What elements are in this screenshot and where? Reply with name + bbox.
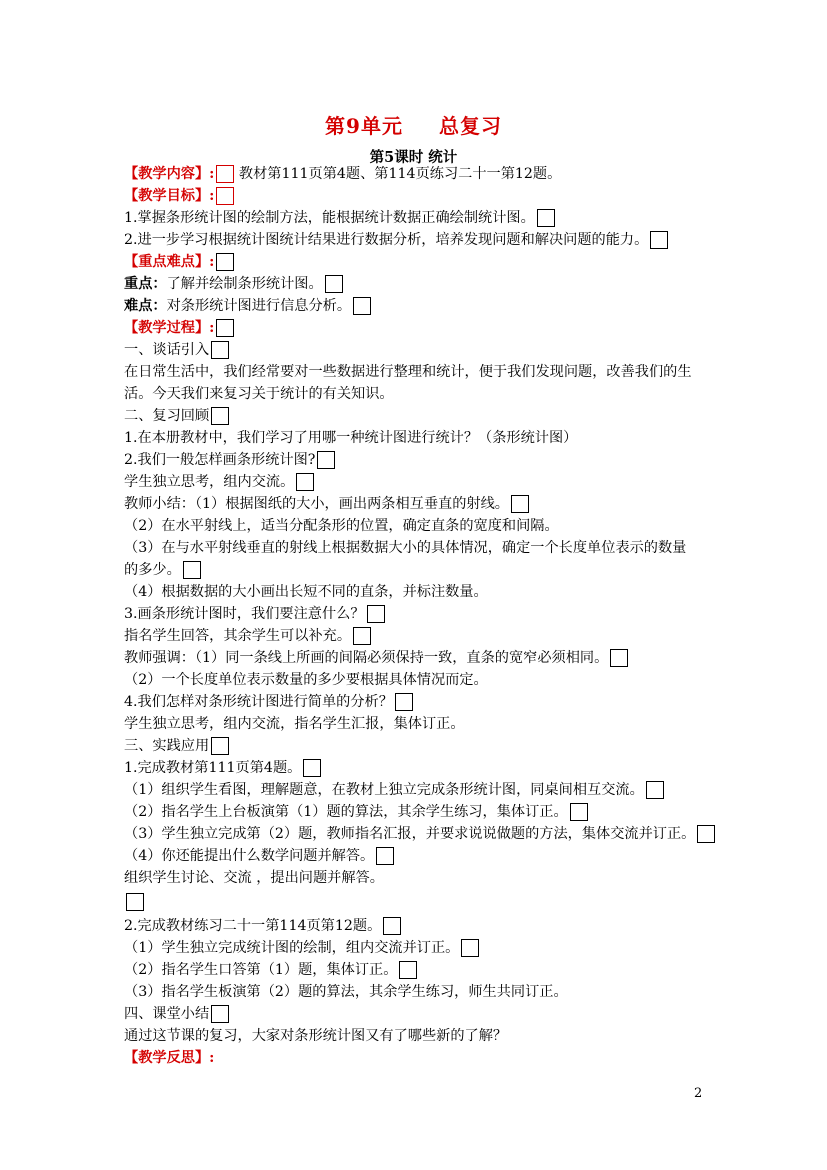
line-text: （3）指名学生板演第（2）题的算法，其余学生练习，师生共同订正。 — [124, 984, 568, 1000]
text-line — [124, 779, 714, 801]
line-text: 3.画条形统计图时，我们要注意什么？ — [124, 606, 365, 622]
checkbox-square-icon — [296, 473, 314, 491]
checkbox-square-icon — [325, 275, 343, 293]
line-text: （2）在水平射线上，适当分配条形的位置，确定直条的宽度和间隔。 — [124, 518, 559, 534]
line-text: 三、实践应用 — [124, 738, 210, 754]
line-text: 指名学生回答，其余学生可以补充。 — [124, 628, 352, 644]
line-text: 在日常生活中，我们经常要对一些数据进行整理和统计，便于我们发现问题，改善我们的生 — [124, 364, 692, 380]
text-line — [124, 229, 714, 251]
bold-label: 重点： — [124, 276, 167, 292]
unit-title — [0, 110, 827, 139]
line-text: 组织学生讨论、交流 ，提出问题并解答。 — [124, 870, 384, 886]
page-number: 2 — [694, 1086, 703, 1101]
text-line — [124, 915, 714, 937]
checkbox-square-icon — [216, 319, 234, 337]
checkbox-square-icon — [511, 495, 529, 513]
checkbox-square-icon — [383, 917, 401, 935]
checkbox-square-icon — [211, 737, 229, 755]
lesson-title: 第5课时 统计 — [369, 149, 458, 166]
text-line — [124, 691, 714, 713]
text-line — [124, 889, 714, 915]
text-line — [124, 581, 714, 603]
text-line — [124, 867, 714, 889]
checkbox-square-icon — [376, 847, 394, 865]
checkbox-square-icon — [126, 893, 144, 911]
line-text: 学生独立思考，组内交流。 — [124, 474, 295, 490]
line-text: （3）学生独立完成第（2）题，教师指名汇报，并要求说说做题的方法，集体交流并订正。 — [124, 826, 696, 842]
text-line — [124, 405, 714, 427]
text-line — [124, 823, 714, 845]
checkbox-square-icon — [570, 803, 588, 821]
line-text: 的多少。 — [124, 562, 181, 578]
line-text: 2.进一步学习根据统计图统计结果进行数据分析，培养发现问题和解决问题的能力。 — [124, 232, 649, 248]
section-heading: 【教学内容】: — [124, 166, 215, 182]
text-line — [124, 625, 714, 647]
checkbox-square-icon — [211, 341, 229, 359]
line-text: 一、谈话引入 — [124, 342, 210, 358]
section-heading: 【重点难点】: — [124, 254, 215, 270]
line-text: 四、课堂小结 — [124, 1006, 210, 1022]
text-line — [124, 1003, 714, 1025]
line-text: 学生独立思考，组内交流，指名学生汇报，集体订正。 — [124, 716, 465, 732]
section-heading: 【教学反思】: — [124, 1050, 215, 1066]
checkbox-square-icon — [216, 187, 234, 205]
line-text: 4.我们怎样对条形统计图进行简单的分析？ — [124, 694, 393, 710]
checkbox-square-icon — [183, 561, 201, 579]
text-line — [124, 559, 714, 581]
checkbox-square-icon — [610, 649, 628, 667]
checkbox-square-icon — [646, 781, 664, 799]
checkbox-square-icon — [216, 253, 234, 271]
text-line — [124, 493, 714, 515]
checkbox-square-icon — [317, 451, 335, 469]
text-line — [124, 1047, 714, 1069]
checkbox-square-icon — [353, 297, 371, 315]
line-text: 活。今天我们来复习关于统计的有关知识。 — [124, 386, 394, 402]
line-text: 教材第111页第4题、第114页练习二十一第12题。 — [234, 166, 562, 182]
checkbox-square-icon — [399, 961, 417, 979]
text-line — [124, 537, 714, 559]
text-line — [124, 669, 714, 691]
line-text: （4）根据数据的大小画出长短不同的直条，并标注数量。 — [124, 584, 488, 600]
line-text: （2）一个长度单位表示数量的多少要根据具体情况而定。 — [124, 672, 488, 688]
line-text: 二、复习回顾 — [124, 408, 210, 424]
text-line — [124, 339, 714, 361]
text-line — [124, 471, 714, 493]
line-text: （4）你还能提出什么数学问题并解答。 — [124, 848, 375, 864]
line-text: （2）指名学生上台板演第（1）题的算法，其余学生练习，集体订正。 — [124, 804, 568, 820]
lesson-body — [124, 163, 714, 1069]
line-text: 1.完成教材第111页第4题。 — [124, 760, 302, 776]
text-line — [124, 383, 714, 405]
line-text: （2）指名学生口答第（1）题，集体订正。 — [124, 962, 398, 978]
line-text: 了解并绘制条形统计图。 — [166, 276, 323, 292]
text-line — [124, 801, 714, 823]
checkbox-square-icon — [461, 939, 479, 957]
section-heading: 【教学过程】: — [124, 320, 215, 336]
line-text: 教师强调：（1）同一条线上所画的间隔必须保持一致，直条的宽窄必须相同。 — [124, 650, 609, 666]
text-line — [124, 251, 714, 273]
checkbox-square-icon — [697, 825, 715, 843]
line-text: （1）学生独立完成统计图的绘制，组内交流并订正。 — [124, 940, 460, 956]
unit-number: 第9单元 — [325, 114, 403, 138]
section-heading: 【教学目标】: — [124, 188, 215, 204]
unit-topic: 总复习 — [438, 114, 502, 138]
text-line — [124, 207, 714, 229]
line-text: 对条形统计图进行信息分析。 — [166, 298, 352, 314]
text-line — [124, 273, 714, 295]
text-line — [124, 937, 714, 959]
text-line — [124, 1025, 714, 1047]
line-text: 1.在本册教材中，我们学习了用哪一种统计图进行统计？（条形统计图） — [124, 430, 578, 446]
checkbox-square-icon — [650, 231, 668, 249]
line-text: 通过这节课的复习，大家对条形统计图又有了哪些新的了解？ — [124, 1028, 508, 1044]
line-text: （1）组织学生看图，理解题意，在教材上独立完成条形统计图，同桌间相互交流。 — [124, 782, 644, 798]
text-line — [124, 647, 714, 669]
bold-label: 难点： — [124, 298, 167, 314]
checkbox-square-icon — [367, 605, 385, 623]
text-line — [124, 427, 714, 449]
checkbox-square-icon — [216, 165, 234, 183]
line-text: 2.完成教材练习二十一第114页第12题。 — [124, 918, 382, 934]
text-line — [124, 163, 714, 185]
checkbox-square-icon — [537, 209, 555, 227]
checkbox-square-icon — [353, 627, 371, 645]
text-line — [124, 361, 714, 383]
line-text: 2.我们一般怎样画条形统计图? — [124, 452, 316, 468]
line-text: （3）在与水平射线垂直的射线上根据数据大小的具体情况，确定一个长度单位表示的数量 — [124, 540, 687, 556]
text-line — [124, 515, 714, 537]
line-text: 1.掌握条形统计图的绘制方法，能根据统计数据正确绘制统计图。 — [124, 210, 535, 226]
line-text: 教师小结：（1）根据图纸的大小，画出两条相互垂直的射线。 — [124, 496, 509, 512]
text-line — [124, 603, 714, 625]
text-line — [124, 757, 714, 779]
checkbox-square-icon — [211, 1005, 229, 1023]
text-line — [124, 845, 714, 867]
text-line — [124, 959, 714, 981]
checkbox-square-icon — [395, 693, 413, 711]
text-line — [124, 713, 714, 735]
text-line — [124, 185, 714, 207]
text-line — [124, 295, 714, 317]
text-line — [124, 317, 714, 339]
text-line — [124, 449, 714, 471]
text-line — [124, 981, 714, 1003]
text-line — [124, 735, 714, 757]
checkbox-square-icon — [211, 407, 229, 425]
checkbox-square-icon — [303, 759, 321, 777]
